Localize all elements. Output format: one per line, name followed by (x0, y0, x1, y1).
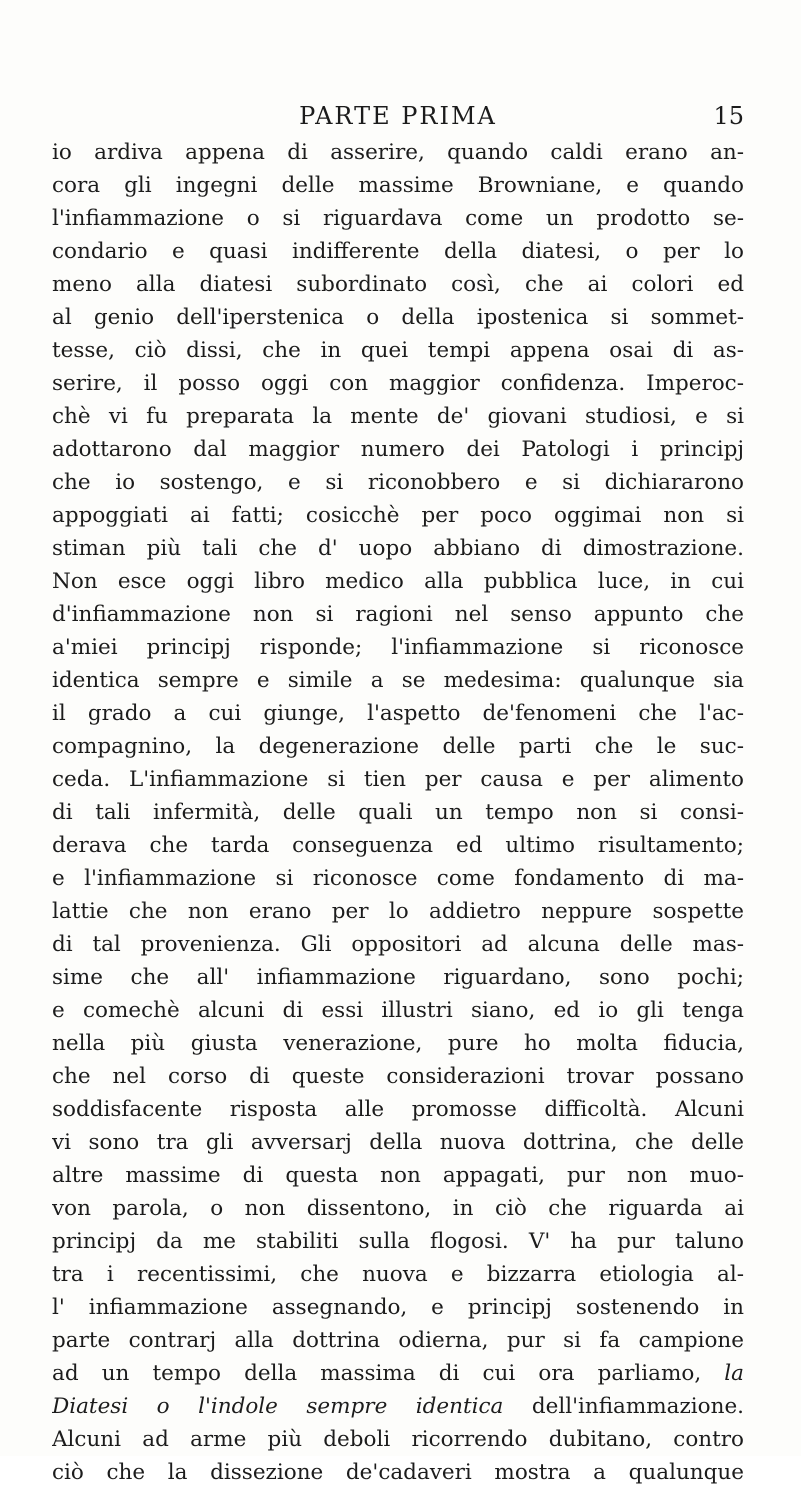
text-line: appoggiati ai fatti; cosicchè per poco oggimai non si (52, 503, 744, 528)
text-line: nella più giusta venerazione, pure ho molta fiducia, (52, 1031, 744, 1056)
text-line: principj da me stabiliti sulla flogosi. V' ha pur taluno (52, 1229, 744, 1254)
text-line: il grado a cui giunge, l'aspetto de'fenomeni che l'ac- (52, 701, 744, 726)
text-line: adottarono dal maggior numero dei Patologi i principj (52, 437, 744, 462)
text-line: altre massime di questa non appagati, pur non muo- (52, 1163, 744, 1188)
text-line: e l'infiammazione si riconosce come fondamento di ma- (52, 866, 744, 891)
roman-fragment: dell'infiammazione. (503, 1394, 744, 1419)
text-line: sime che all' infiammazione riguardano, sono pochi; (52, 965, 744, 990)
text-line: che io sostengo, e si riconobbero e si dichiararono (52, 470, 744, 495)
text-line: stiman più tali che d' uopo abbiano di dimostrazione. (52, 536, 744, 561)
body-text (52, 136, 744, 1489)
running-head (52, 98, 744, 134)
text-line: al genio dell'iperstenica o della ipostenica si sommet- (52, 305, 744, 330)
text-line: e comechè alcuni di essi illustri siano, ed io gli tenga (52, 998, 744, 1023)
text-line: condario e quasi indifferente della diatesi, o per lo (52, 239, 744, 264)
text-line: di tali infermità, delle quali un tempo non si consi- (52, 800, 744, 825)
text-line: soddisfacente risposta alle promosse difficoltà. Alcuni (52, 1097, 744, 1122)
text-line: meno alla diatesi subordinato così, che ai colori ed (52, 272, 744, 297)
text-line: chè vi fu preparata la mente de' giovani studiosi, e si (52, 404, 744, 429)
text-line: che nel corso di queste considerazioni trovar possano (52, 1064, 744, 1089)
text-line: ceda. L'infiammazione si tien per causa e per alimento (52, 767, 744, 792)
text-line: tesse, ciò dissi, che in quei tempi appena osai di as- (52, 338, 744, 363)
text-line: lattie che non erano per lo addietro neppure sospette (52, 899, 744, 924)
roman-fragment: ad un tempo della massima di cui ora parliamo, (52, 1361, 725, 1386)
text-line: l' infiammazione assegnando, e principj sostenendo in (52, 1295, 744, 1320)
italic-fragment: Diatesi o l'indole sempre identica (52, 1394, 504, 1419)
text-line: di tal provenienza. Gli oppositori ad alcuna delle mas- (52, 932, 744, 957)
text-line: serire, il posso oggi con maggior confidenza. Imperoc- (52, 371, 744, 396)
text-line: ciò che la dissezione de'cadaveri mostra a qualunque (52, 1460, 744, 1485)
text-line: Alcuni ad arme più deboli ricorrendo dubitano, contro (52, 1427, 744, 1452)
italic-fragment: la (724, 1361, 744, 1386)
text-line: compagnino, la degenerazione delle parti che le suc- (52, 734, 744, 759)
text-line: l'infiammazione o si riguardava come un prodotto se- (52, 206, 744, 231)
text-line: derava che tarda conseguenza ed ultimo risultamento; (52, 833, 744, 858)
text-line: parte contrarj alla dottrina odierna, pur si fa campione (52, 1328, 744, 1353)
text-line: a'miei principj risponde; l'infiammazione si riconosce (52, 635, 744, 660)
text-line: d'infiammazione non si ragioni nel senso appunto che (52, 602, 744, 627)
text-line: identica sempre e simile a se medesima: qualunque sia (52, 668, 744, 693)
text-line: cora gli ingegni delle massime Browniane, e quando (52, 173, 744, 198)
page-number: 15 (713, 102, 744, 130)
text-line: von parola, o non dissentono, in ciò che riguarda ai (52, 1196, 744, 1221)
text-line-with-italic (52, 1390, 744, 1423)
text-line: Non esce oggi libro medico alla pubblica luce, in cui (52, 569, 744, 594)
text-line-with-italic (52, 1357, 744, 1390)
running-title: PARTE PRIMA (299, 102, 497, 130)
text-line: tra i recentissimi, che nuova e bizzarra etiologia al- (52, 1262, 744, 1287)
text-line: io ardiva appena di asserire, quando caldi erano an- (52, 140, 744, 165)
text-line: vi sono tra gli avversarj della nuova dottrina, che delle (52, 1130, 744, 1155)
